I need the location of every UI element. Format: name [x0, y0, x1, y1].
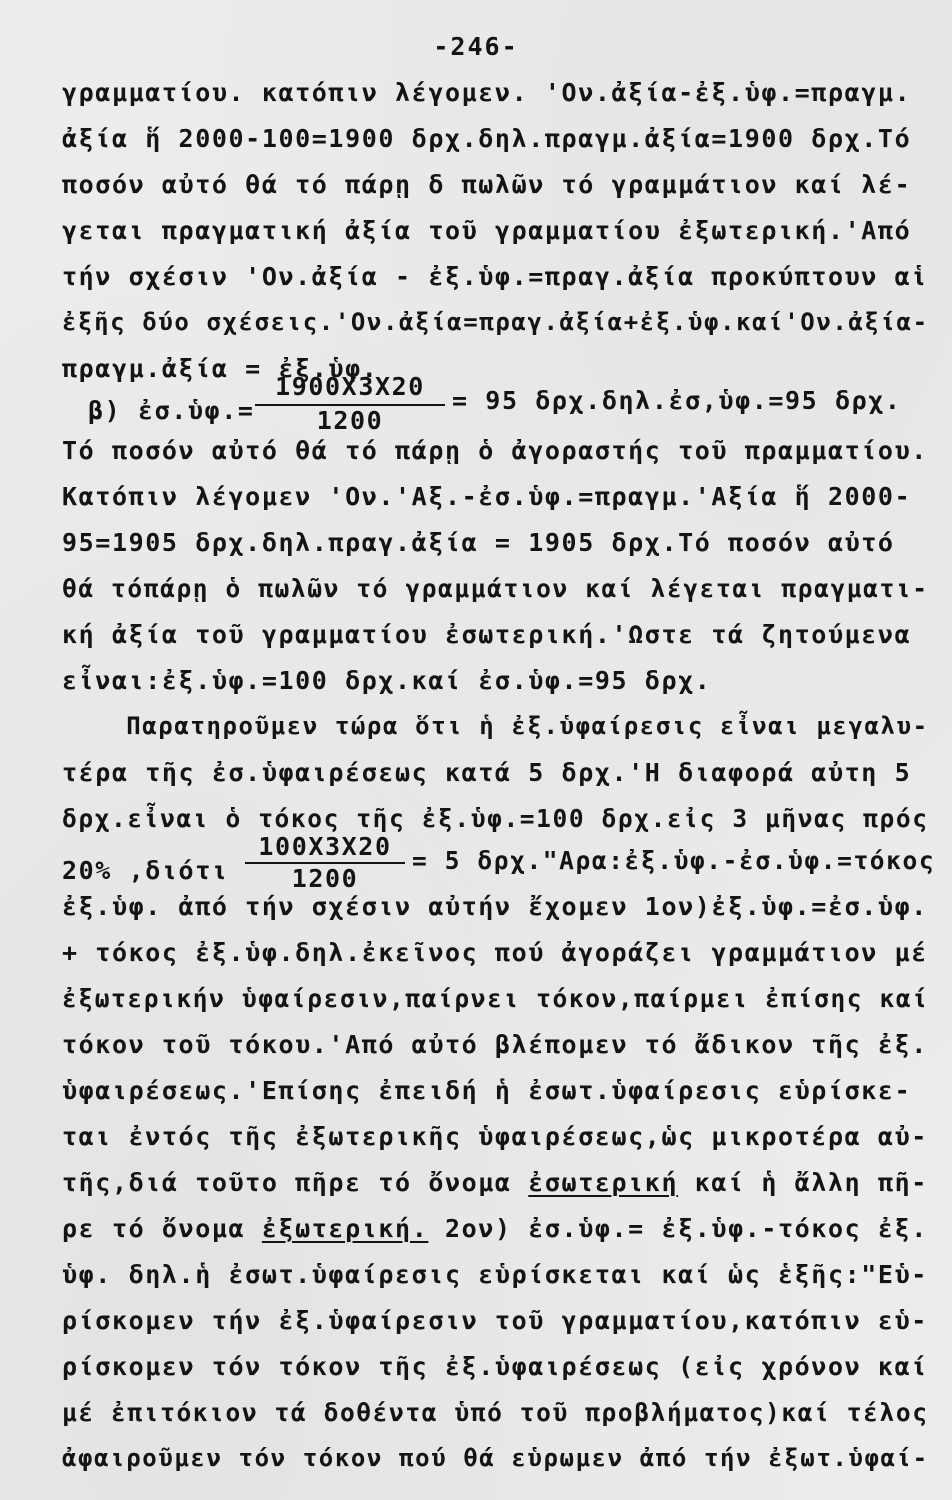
- text-line: γραμματίου. κατόπιν λέγομεν. 'Ον.ἀξία-ἐξ.ὑφ.=πραγμ.: [62, 78, 912, 107]
- text-line: μέ ἐπιτόκιον τά δοθέντα ὑπό τοῦ προβλήματος)καί τέλος: [62, 1398, 929, 1427]
- text-line: ἀφαιροῦμεν τόν τόκον πού θά εὑρωμεν ἀπό τήν ἐξωτ.ὑφαί-: [62, 1444, 929, 1472]
- formula-b-prefix: β) ἐσ.ὑφ.=: [88, 396, 255, 425]
- text-line: ποσόν αὐτό θά τό πάρῃ δ πωλῶν τό γραμμάτιον καί λέ-: [62, 170, 912, 199]
- page-number: -246-: [433, 32, 519, 61]
- text-line: πραγμ.ἀξία = ἐξ.ὑφ.: [62, 354, 379, 383]
- text-line: δρχ.εἶναι ὁ τόκος τῆς ἐξ.ὑφ.=100 δρχ.εἰς 3 μῆνας πρός: [62, 804, 929, 833]
- text-line: ὑφαιρέσεως.'Επίσης ἐπειδή ἡ ἐσωτ.ὑφαίρεσις εὑρίσκε-: [62, 1076, 912, 1105]
- text-line: ὑφ. δηλ.ἡ ἐσωτ.ὑφαίρεσις εὑρίσκεται καί ὡς ἑξῆς:"Εὑ-: [62, 1260, 928, 1289]
- text-line: γεται πραγματική ἀξία τοῦ γραμματίου ἐξωτερική.'Από: [62, 216, 912, 245]
- text-line: ἐξῆς δύο σχέσεις.'Ον.ἀξία=πραγ.ἀξία+ἐξ.ὑφ.καί'Ον.ἀξία-: [62, 308, 929, 336]
- text-line: τέρα τῆς ἐσ.ὑφαιρέσεως κατά 5 δρχ.'Η διαφορά αὐτη 5: [62, 758, 912, 787]
- formula-b-denominator: 1200: [316, 406, 384, 435]
- text-line: τόκον τοῦ τόκου.'Από αὐτό βλέπομεν τό ἄδικον τῆς ἐξ.: [62, 1030, 928, 1059]
- text-line: ἀξία ἥ 2000-100=1900 δρχ.δηλ.πραγμ.ἀξία=1900 δρχ.Τό: [62, 124, 912, 153]
- formula-b-numerator: 1900X3X20: [275, 372, 425, 401]
- text-line: θά τόπάρῃ ὁ πωλῶν τό γραμμάτιον καί λέγεται πραγματι-: [62, 574, 929, 603]
- text-line: Τό ποσόν αὐτό θά τό πάρῃ ὁ ἀγοραστής τοῦ πραμματίου.: [62, 436, 928, 465]
- text-line: ἐξωτερικήν ὑφαίρεσιν,παίρνει τόκον,παίρμει ἐπίσης καί: [62, 984, 929, 1013]
- text-line-with-underline: [62, 1214, 928, 1243]
- text-segment: 2ον) ἐσ.ὑφ.= ἐξ.ὑφ.-τόκος ἐξ.: [428, 1214, 928, 1243]
- text-line: ρίσκομεν τήν ἐξ.ὑφαίρεσιν τοῦ γραμματίου,κατόπιν εὑ-: [62, 1306, 928, 1335]
- formula-c-prefix: 20% ,διότι: [62, 856, 229, 885]
- formula-b-suffix: = 95 δρχ.δηλ.ἐσ,ὑφ.=95 δρχ.: [452, 386, 902, 415]
- text-line: 95=1905 δρχ.δηλ.πραγ.ἀξία = 1905 δρχ.Τό ποσόν αὐτό: [62, 528, 895, 557]
- text-line: Παρατηροῦμεν τώρα ὅτι ἡ ἐξ.ὑφαίρεσις εἶναι μεγαλυ-: [62, 712, 929, 740]
- text-segment: καί ἡ ἄλλη πῆ-: [678, 1168, 928, 1197]
- formula-c-suffix: = 5 δρχ."Αρα:ἐξ.ὑφ.-ἐσ.ὑφ.=τόκος: [412, 846, 936, 875]
- text-line: τήν σχέσιν 'Ον.ἀξία - ἐξ.ὑφ.=πραγ.ἀξία προκύπτουν αἱ: [62, 262, 928, 291]
- formula-c-numerator: 100X3X20: [258, 832, 392, 861]
- text-line: ται ἐντός τῆς ἐξωτερικῆς ὑφαιρέσεως,ὡς μικροτέρα αὐ-: [62, 1122, 928, 1151]
- text-segment: τῆς,διά τοῦτο πῆρε τό ὄνομα: [62, 1168, 529, 1197]
- text-line-with-underline: [62, 1168, 928, 1197]
- text-line: + τόκος ἐξ.ὑφ.δηλ.ἐκεῖνος πού ἀγοράζει γραμμάτιον μέ: [62, 938, 928, 967]
- text-line: ἐξ.ὑφ. ἀπό τήν σχέσιν αὐτήν ἔχομεν 1ον)ἐξ.ὑφ.=ἐσ.ὑφ.: [62, 892, 928, 921]
- underlined-term: ἐξωτερική.: [261, 1214, 429, 1243]
- text-line: Κατόπιν λέγομεν 'Ον.'Αξ.-ἐσ.ὑφ.=πραγμ.'Αξία ἥ 2000-: [62, 482, 912, 511]
- text-line: κή ἀξία τοῦ γραμματίου ἐσωτερική.'Ωστε τά ζητούμενα: [62, 620, 912, 649]
- text-line: εἶναι:ἐξ.ὑφ.=100 δρχ.καί ἐσ.ὑφ.=95 δρχ.: [62, 666, 712, 695]
- formula-c-denominator: 1200: [291, 864, 359, 893]
- text-line: ρίσκομεν τόν τόκον τῆς ἐξ.ὑφαιρέσεως (εἰς χρόνον καί: [62, 1352, 928, 1381]
- text-segment: ρε τό ὄνομα: [62, 1214, 262, 1243]
- underlined-term: ἐσωτερική: [528, 1168, 679, 1197]
